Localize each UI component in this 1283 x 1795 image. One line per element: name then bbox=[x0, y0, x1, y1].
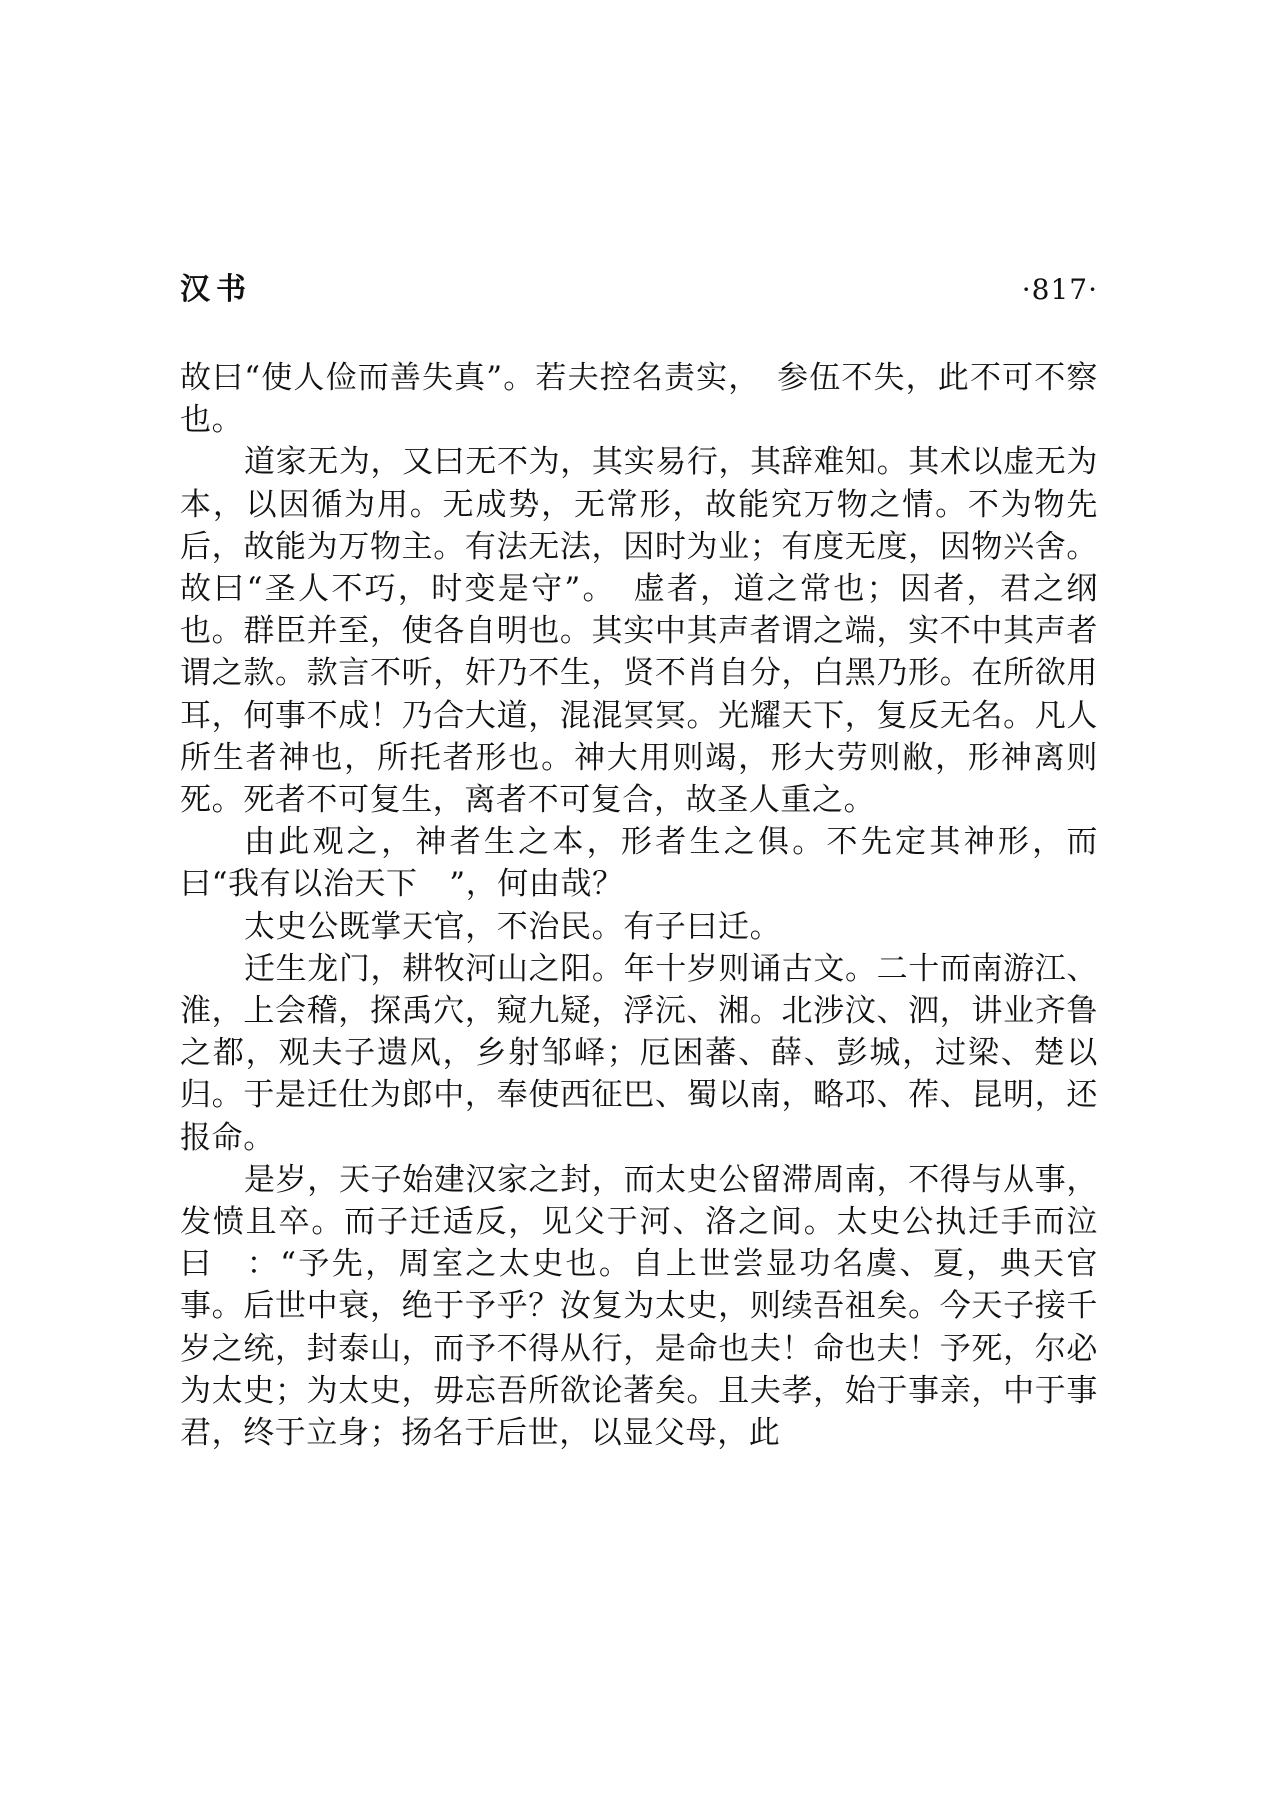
body-text bbox=[180, 357, 1098, 1454]
page-number: ·817· bbox=[1021, 273, 1098, 306]
paragraph-3: 由此观之，神者生之本，形者生之俱。不先定其神形，而曰“我有以治天下 ”，何由哉？ bbox=[180, 824, 1098, 903]
book-title: 汉书 bbox=[180, 272, 252, 307]
paragraph-6: 是岁，天子始建汉家之封，而太史公留滞周南，不得与从事，发愤且卒。而子迁适反，见父于河、洛之间。太史公执迁手而泣曰 ：“予先，周室之太史也。自上世尝显功名虞、夏，典天官事。后世中衰，绝于予乎？汝复为太史，则续吾祖矣。今天子接千岁之统，封泰山，而予不得从行，是命也夫！命也夫！予死，尔必为太史；为太史，毋忘吾所欲论著矣。且夫孝，始于事亲，中于事君，终于立身；扬名于后世，以显父母，此 bbox=[180, 1161, 1098, 1452]
paragraph-1: 故曰“使人俭而善失真”。若夫控名责实， 参伍不失，此不可不察也。 bbox=[180, 360, 1098, 439]
paragraph-2: 道家无为，又曰无不为，其实易行，其辞难知。其术以虚无为本，以因循为用。无成势，无常形，故能究万物之情。不为物先后，故能为万物主。有法无法，因时为业；有度无度，因物兴舍。故曰“圣人不巧，时变是守”。 虚者，道之常也；因者，君之纲也。群臣并至，使各自明也。其实中其声者谓之端，实不中其声者谓之款。款言不听，奸乃不生，贤不肖自分，白黑乃形。在所欲用耳，何事不成！乃合大道，混混冥冥。光耀天下，复反无名。凡人所生者神也，所托者形也。神大用则竭，形大劳则敝，形神离则死。死者不可复生，离者不可复合，故圣人重之。 bbox=[180, 444, 1098, 819]
page-header bbox=[180, 270, 1098, 320]
paragraph-4: 太史公既掌天官，不治民。有子曰迁。 bbox=[244, 908, 782, 945]
paragraph-5: 迁生龙门，耕牧河山之阳。年十岁则诵古文。二十而南游江、淮，上会稽，探禹穴，窥九疑，浮沅、湘。北涉汶、泗，讲业齐鲁之都，观夫子遗风，乡射邹峄；厄困蕃、薛、彭城，过梁、楚以归。于是迁仕为郎中，奉使西征巴、蜀以南，略邛、莋、昆明，还报命。 bbox=[180, 950, 1098, 1156]
